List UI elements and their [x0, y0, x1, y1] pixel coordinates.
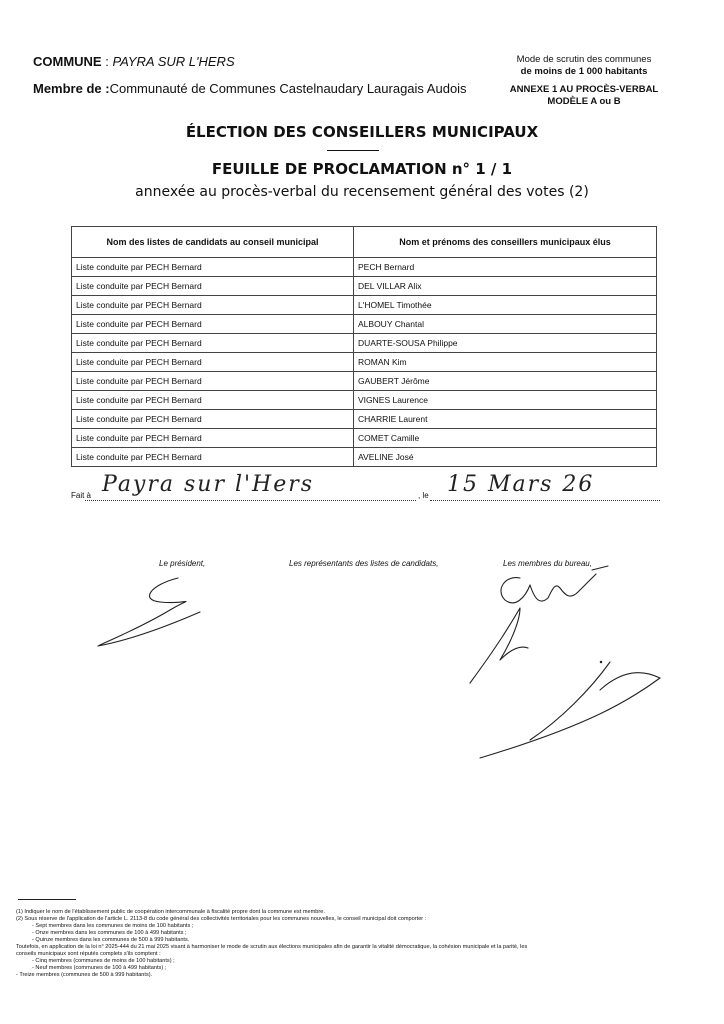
list-cell: Liste conduite par PECH Bernard [72, 334, 354, 353]
bureau-members-label: Les membres du bureau, [503, 559, 592, 568]
membre-value: Communauté de Communes Castelnaudary Lauragais Audois [109, 81, 467, 96]
representatives-label: Les représentants des listes de candidats, [289, 559, 439, 568]
column-header-elected: Nom et prénoms des conseillers municipaux élus [354, 227, 657, 258]
list-cell: Liste conduite par PECH Bernard [72, 429, 354, 448]
main-title: ÉLECTION DES CONSEILLERS MUNICIPAUX [185, 123, 539, 141]
commune-line: COMMUNE : PAYRA SUR L'HERS [33, 54, 235, 69]
elected-cell: CHARRIE Laurent [354, 410, 657, 429]
footnote-separator [18, 899, 76, 900]
elected-cell: VIGNES Laurence [354, 391, 657, 410]
footnote-line: (1) Indiquer le nom de l'établissement public de coopération intercommunale à fiscalité propre dont la commune est membre. [16, 909, 325, 915]
list-cell: Liste conduite par PECH Bernard [72, 391, 354, 410]
mode-line1: Mode de scrutin des communes [516, 54, 652, 65]
footnote-line: - Cinq membres (communes de moins de 100 habitants) ; [32, 958, 175, 964]
column-header-lists: Nom des listes de candidats au conseil municipal [72, 227, 354, 258]
commune-value: PAYRA SUR L'HERS [112, 54, 235, 69]
commune-label: COMMUNE [33, 54, 102, 69]
footnotes [16, 909, 708, 979]
membre-label: Membre de : [33, 81, 110, 96]
elected-cell: AVELINE José [354, 448, 657, 467]
list-cell: Liste conduite par PECH Bernard [72, 448, 354, 467]
list-cell: Liste conduite par PECH Bernard [72, 410, 354, 429]
footnote-line: Toutefois, en application de la loi n° 2025-444 du 21 mai 2025 visant à harmoniser le mode de scrutin aux élections municipales afin de garantir la vitalité démocratique, la cohésion municipale et la parité, les [16, 944, 528, 950]
footnote-line: (2) Sous réserve de l'application de l'article L. 2113-8 du code général des collectivités territoriales pour les communes nouvelles, le conseil municipal doit comporter : [16, 916, 427, 922]
list-cell: Liste conduite par PECH Bernard [72, 258, 354, 277]
elected-cell: DUARTE-SOUSA Philippe [354, 334, 657, 353]
elected-cell: L'HOMEL Timothée [354, 296, 657, 315]
president-label: Le président, [159, 559, 206, 568]
footnote-line: - Sept membres dans les communes de moins de 100 habitants ; [32, 923, 194, 929]
footnote-line: - Neuf membres (communes de 100 à 499 habitants) ; [32, 965, 167, 971]
elected-cell: DEL VILLAR Alix [354, 277, 657, 296]
fait-a-label: Fait à [71, 491, 92, 500]
bureau-signature-2 [470, 608, 528, 683]
mode-line2: de moins de 1 000 habitants [520, 66, 648, 77]
list-cell: Liste conduite par PECH Bernard [72, 277, 354, 296]
date-handwritten: 15 Mars 26 [447, 472, 595, 497]
bureau-signature-3 [480, 662, 660, 758]
annexe-line2: MODÈLE A ou B [547, 96, 621, 107]
signature-dot [600, 661, 601, 662]
fait-a-handwritten: Payra sur l'Hers [102, 472, 315, 497]
president-signature [98, 578, 200, 646]
footnote-line: - Onze membres dans les communes de 100 à 499 habitants ; [32, 930, 187, 936]
footnote-line: - Quinze membres dans les communes de 500 à 999 habitants. [32, 937, 190, 943]
bureau-signature-1 [501, 566, 608, 603]
footnote-line: - Treize membres (communes de 500 à 999 habitants). [16, 972, 153, 978]
sheet-title: FEUILLE DE PROCLAMATION n° 1 / 1 [211, 160, 513, 178]
annexe-line1: ANNEXE 1 AU PROCÈS-VERBAL [509, 84, 659, 95]
list-cell: Liste conduite par PECH Bernard [72, 315, 354, 334]
elected-cell: PECH Bernard [354, 258, 657, 277]
elected-cell: ROMAN Kim [354, 353, 657, 372]
date-label: , le [418, 491, 429, 500]
footnote-line: conseils municipaux sont réputés complets s'ils comptent : [16, 951, 161, 957]
elected-cell: COMET Camille [354, 429, 657, 448]
list-cell: Liste conduite par PECH Bernard [72, 353, 354, 372]
elected-cell: GAUBERT Jérôme [354, 372, 657, 391]
list-cell: Liste conduite par PECH Bernard [72, 372, 354, 391]
subtitle: annexée au procès-verbal du recensement général des votes (2) [135, 184, 589, 200]
list-cell: Liste conduite par PECH Bernard [72, 296, 354, 315]
elected-cell: ALBOUY Chantal [354, 315, 657, 334]
